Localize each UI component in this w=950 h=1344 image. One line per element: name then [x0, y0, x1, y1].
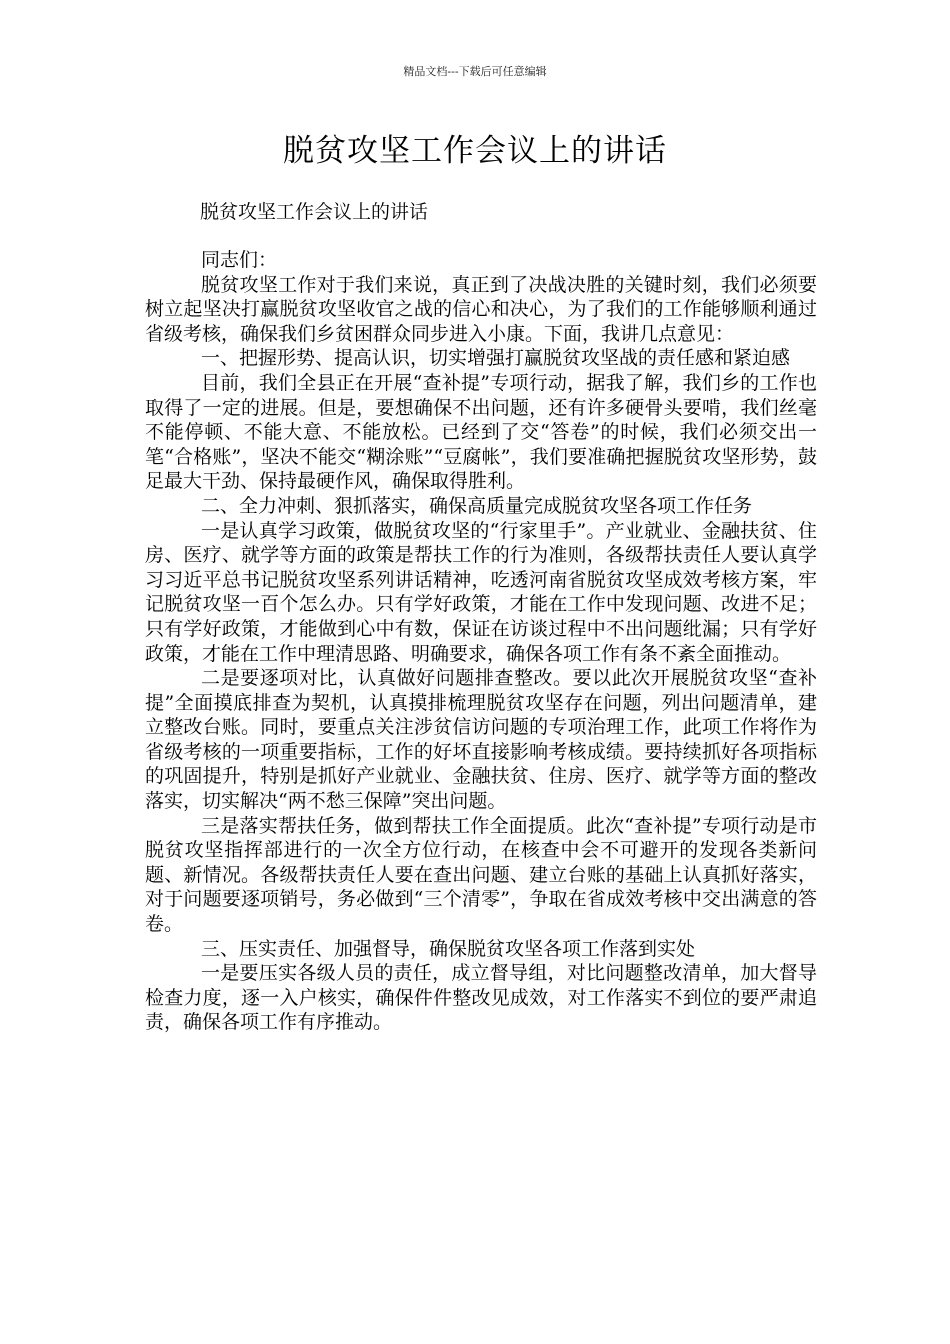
- header-note: 精品文档---下载后可任意编辑: [403, 65, 547, 78]
- section-heading-3: 三、压实责任、加强督导，确保脱贫攻坚各项工作落到实处: [201, 937, 696, 960]
- section-heading-1: 一、把握形势、提高认识，切实增强打赢脱贫攻坚战的责任感和紧迫感: [201, 347, 791, 370]
- paragraph: 目前，我们全县正在开展“查补提”专项行动，据我了解，我们乡的工作也取得了一定的进展。但是，要想确保不出问题，还有许多硬骨头要啃，我们丝毫不能停顿、不能大意、不能放松。已经到了交“答卷”的时候，我们必须交出一笔“合格账”，坚决不能交“糊涂账”“豆腐帐”，我们要准确把握脱贫攻坚形势，鼓足最大干劲、保持最硬作风，确保取得胜利。: [145, 371, 817, 493]
- document-title: 脱贫攻坚工作会议上的讲话: [283, 133, 667, 169]
- salutation: 同志们：: [201, 249, 278, 271]
- paragraph: 二是要逐项对比，认真做好问题排查整改。要以此次开展脱贫攻坚“查补提”全面摸底排查为契机，认真摸排梳理脱贫攻坚存在问题，列出问题清单，建立整改台账。同时，要重点关注涉贫信访问题的专项治理工作，此项工作将作为省级考核的一项重要指标，工作的好坏直接影响考核成绩。要持续抓好各项指标的巩固提升，特别是抓好产业就业、金融扶贫、住房、医疗、就学等方面的整改落实，切实解决“两不愁三保障”突出问题。: [145, 667, 817, 813]
- section-heading-2: 二、全力冲刺、狠抓落实，确保高质量完成脱贫攻坚各项工作任务: [201, 494, 753, 517]
- paragraph: 一是认真学习政策，做脱贫攻坚的“行家里手”。产业就业、金融扶贫、住房、医疗、就学等方面的政策是帮扶工作的行为准则，各级帮扶责任人要认真学习习近平总书记脱贫攻坚系列讲话精神，吃透河南省脱贫攻坚成效考核方案，牢记脱贫攻坚一百个怎么办。只有学好政策，才能在工作中发现问题、改进不足；只有学好政策，才能做到心中有数，保证在访谈过程中不出问题纰漏；只有学好政策，才能在工作中理清思路、明确要求，确保各项工作有条不紊全面推动。: [145, 519, 817, 665]
- paragraph-intro: 脱贫攻坚工作对于我们来说，真正到了决战决胜的关键时刻，我们必须要树立起坚决打赢脱贫攻坚收官之战的信心和决心，为了我们的工作能够顺利通过省级考核，确保我们乡贫困群众同步进入小康。下面，我讲几点意见：: [145, 273, 817, 345]
- paragraph: 三是落实帮扶任务，做到帮扶工作全面提质。此次“查补提”专项行动是市脱贫攻坚指挥部进行的一次全方位行动，在核查中会不可避开的发现各类新问题、新情况。各级帮扶责任人要在查出问题、建立台账的基础上认真抓好落实，对于问题要逐项销号，务必做到“三个清零”，争取在省成效考核中交出满意的答卷。: [145, 814, 817, 936]
- paragraph: 一是要压实各级人员的责任，成立督导组，对比问题整改清单，加大督导检查力度，逐一入户核实，确保件件整改见成效，对工作落实不到位的要严肃追责，确保各项工作有序推动。: [145, 962, 817, 1034]
- document-subtitle: 脱贫攻坚工作会议上的讲话: [200, 201, 429, 223]
- document-body: [145, 248, 817, 1035]
